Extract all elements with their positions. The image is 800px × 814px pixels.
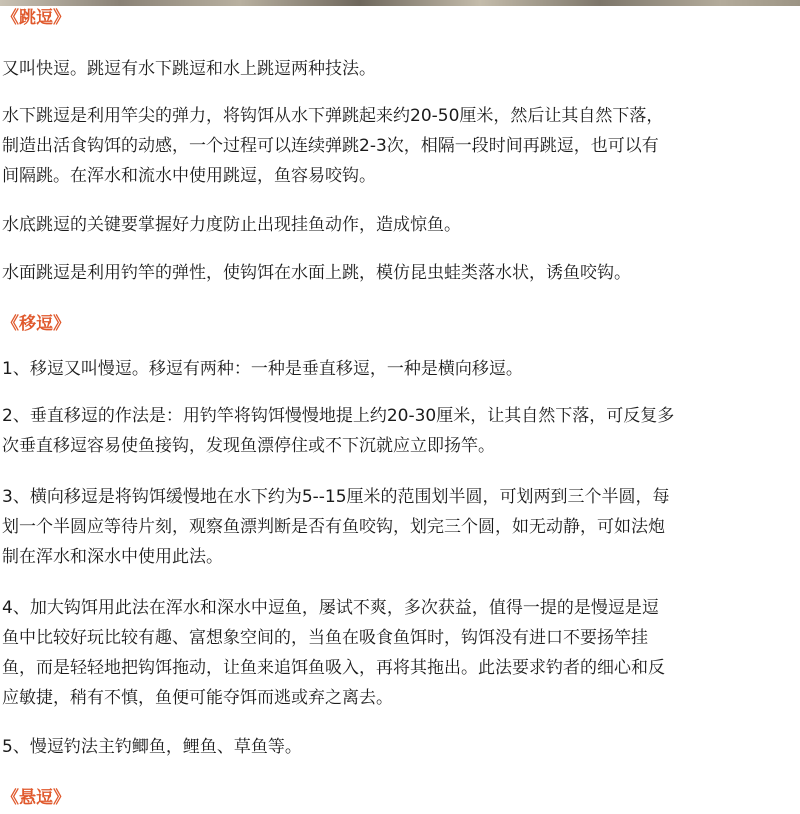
- paragraph-line: 4、加大钩饵用此法在浑水和深水中逗鱼，屡试不爽，多次获益，值得一提的是慢逗是逗: [2, 598, 659, 618]
- paragraph-line: 水下跳逗是利用竿尖的弹力，将钩饵从水下弹跳起来约20-50厘米，然后让其自然下落，: [2, 106, 664, 126]
- paragraph: [2, 354, 798, 384]
- paragraph-line: 划一个半圆应等待片刻，观察鱼漂判断是否有鱼咬钩，划完三个圆，如无动静，可如法炮: [2, 517, 665, 537]
- paragraph: [2, 258, 798, 288]
- paragraph: [2, 593, 798, 713]
- paragraph-line: 水底跳逗的关键要掌握好力度防止出现挂鱼动作，造成惊鱼。: [2, 215, 461, 235]
- paragraph: [2, 101, 798, 191]
- paragraph-line: 3、横向移逗是将钩饵缓慢地在水下约为5--15厘米的范围划半圆，可划两到三个半圆，每: [2, 487, 670, 507]
- paragraph-line: 又叫快逗。跳逗有水下跳逗和水上跳逗两种技法。: [2, 59, 376, 79]
- paragraph-line: 5、慢逗钓法主钓鲫鱼，鲤鱼、草鱼等。: [2, 737, 302, 757]
- section-heading-xuandou: 《悬逗》: [2, 788, 70, 808]
- paragraph-line: 次垂直移逗容易使鱼接钩，发现鱼漂停住或不下沉就应立即扬竿。: [2, 436, 495, 456]
- paragraph: [2, 732, 798, 762]
- paragraph-line: 应敏捷，稍有不慎，鱼便可能夺饵而逃或弃之离去。: [2, 688, 393, 708]
- paragraph-line: 间隔跳。在浑水和流水中使用跳逗，鱼容易咬钩。: [2, 166, 376, 186]
- paragraph-line: 1、移逗又叫慢逗。移逗有两种：一种是垂直移逗，一种是横向移逗。: [2, 359, 523, 379]
- paragraph: [2, 210, 798, 240]
- paragraph-line: 2、垂直移逗的作法是：用钓竿将钩饵慢慢地提上约20-30厘米，让其自然下落，可反复多: [2, 406, 675, 426]
- paragraph-line: 鱼，而是轻轻地把钩饵拖动，让鱼来追饵鱼吸入，再将其拖出。此法要求钓者的细心和反: [2, 658, 665, 678]
- section-heading-tiaodou: 《跳逗》: [2, 8, 70, 28]
- paragraph: [2, 54, 798, 84]
- section-heading-yidou: 《移逗》: [2, 314, 70, 334]
- paragraph-line: 鱼中比较好玩比较有趣、富想象空间的，当鱼在吸食鱼饵时，钩饵没有进口不要扬竿挂: [2, 628, 648, 648]
- paragraph-line: 水面跳逗是利用钓竿的弹性，使钩饵在水面上跳，模仿昆虫蛙类落水状，诱鱼咬钩。: [2, 263, 631, 283]
- paragraph: [2, 401, 798, 461]
- paragraph-line: 制造出活食钩饵的动感，一个过程可以连续弹跳2-3次，相隔一段时间再跳逗，也可以有: [2, 136, 659, 156]
- paragraph: [2, 482, 798, 572]
- paragraph-line: 制在浑水和深水中使用此法。: [2, 547, 223, 567]
